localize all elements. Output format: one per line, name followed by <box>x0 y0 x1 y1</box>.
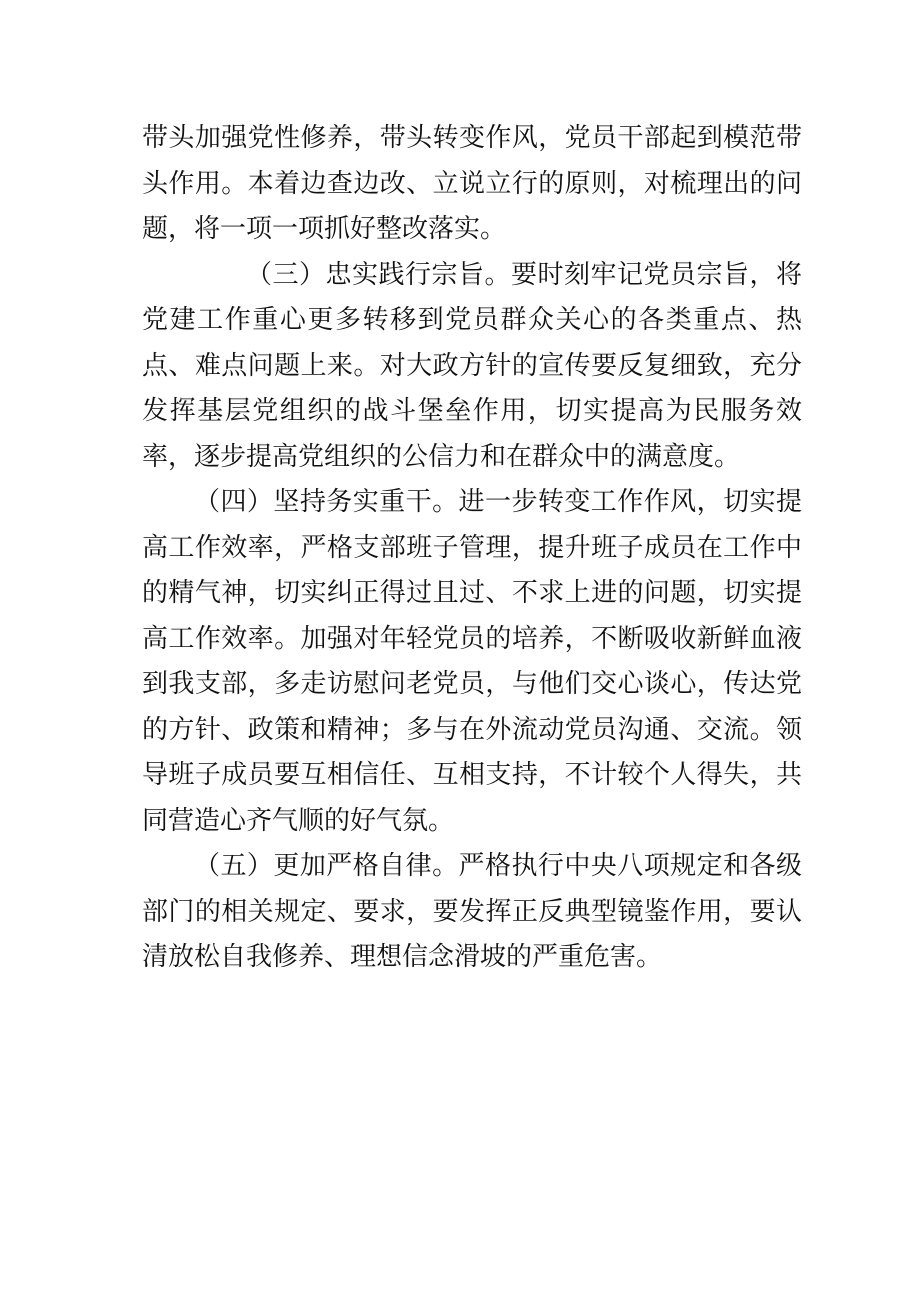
paragraph-continuation: 带头加强党性修养，带头转变作风，党员干部起到模范带头作用。本着边查边改、立说立行的原则，对梳理出的问题，将一项一项抓好整改落实。 <box>142 123 802 244</box>
document-body <box>142 116 802 981</box>
paragraph-section-five: （五）更加严格自律。严格执行中央八项规定和各级部门的相关规定、要求，要发挥正反典型镜鉴作用，要认清放松自我修养、理想信念滑坡的严重危害。 <box>142 851 802 972</box>
paragraph-section-four: （四）坚持务实重干。进一步转变工作作风，切实提高工作效率，严格支部班子管理，提升班子成员在工作中的精气神，切实纠正得过且过、不求上进的问题，切实提高工作效率。加强对年轻党员的培养，不断吸收新鲜血液到我支部，多走访慰问老党员，与他们交心谈心，传达党的方针、政策和精神；多与在外流动党员沟通、交流。领导班子成员要互相信任、互相支持，不计较个人得失，共同营造心齐气顺的好气氛。 <box>142 487 802 836</box>
paragraph-section-three: （三）忠实践行宗旨。要时刻牢记党员宗旨，将党建工作重心更多转移到党员群众关心的各类重点、热点、难点问题上来。对大政方针的宣传要反复细致，充分发挥基层党组织的战斗堡垒作用，切实提高为民服务效率，逐步提高党组织的公信力和在群众中的满意度。 <box>142 259 802 472</box>
